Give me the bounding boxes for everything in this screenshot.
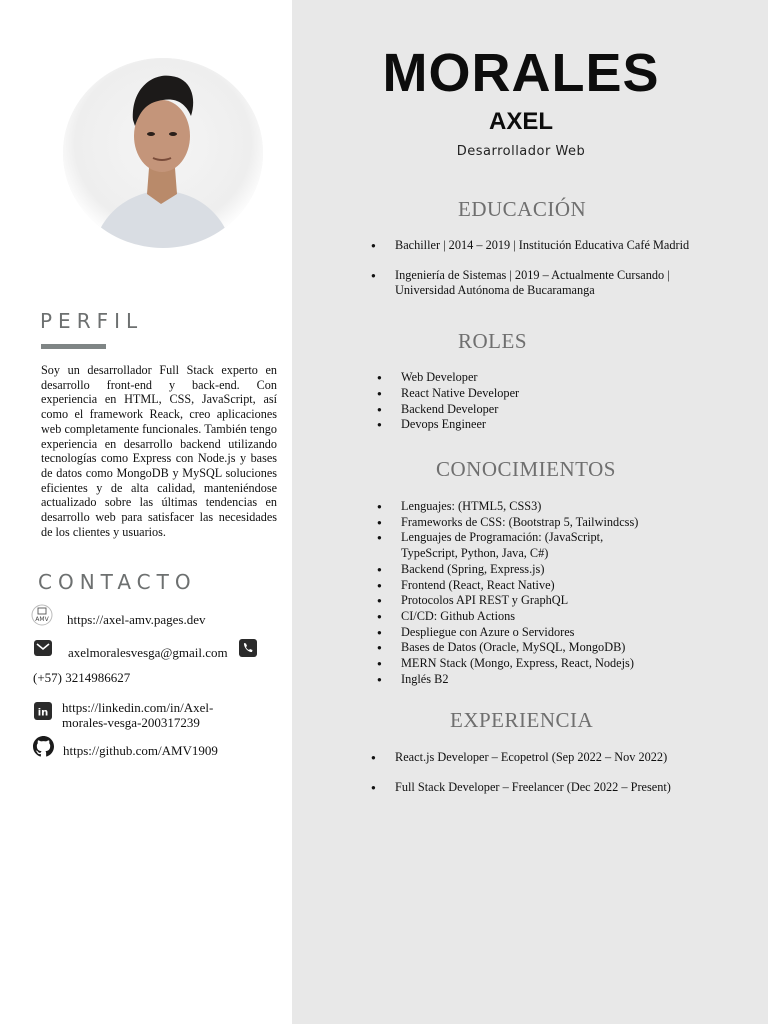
contact-phone[interactable]: (+57) 3214986627 xyxy=(33,670,131,685)
contact-website-link[interactable]: https://axel-amv.pages.dev xyxy=(67,612,206,627)
skill-item: ● Inglés B2 xyxy=(377,672,642,688)
experience-item: ● Full Stack Developer – Freelancer (Dec 2022 – Present) xyxy=(371,780,671,796)
education-section-title: EDUCACIÓN xyxy=(458,197,587,221)
first-name: AXEL xyxy=(488,108,553,135)
website-logo-text: AMV xyxy=(35,616,49,623)
contact-email-link[interactable]: axelmoralesvesga@gmail.com xyxy=(68,645,228,660)
job-title: Desarrollador Web xyxy=(456,144,586,159)
website-logo-icon xyxy=(31,604,53,626)
last-name: MORALES xyxy=(382,43,660,103)
education-item: ● Bachiller | 2014 – 2019 | Institución Educativa Café Madrid xyxy=(371,238,701,254)
github-icon xyxy=(33,736,54,757)
linkedin-icon xyxy=(34,702,52,720)
roles-list xyxy=(377,370,677,433)
experience-section-title: EXPERIENCIA xyxy=(450,708,594,732)
skill-item: ● Bases de Datos (Oracle, MySQL, MongoDB) xyxy=(377,640,642,656)
linkedin-line-2: morales-vesga-200317239 xyxy=(62,715,200,730)
skill-item: ● Lenguajes de Programación: (JavaScript, TypeScript, Python, Java, C#) xyxy=(377,530,642,561)
skill-item: ● Protocolos API REST y GraphQL xyxy=(377,593,642,609)
role-item: ● Backend Developer xyxy=(377,402,677,418)
mail-icon xyxy=(34,640,52,656)
profile-photo xyxy=(63,58,263,248)
skill-item: ● Frameworks de CSS: (Bootstrap 5, Tailwindcss) xyxy=(377,515,642,531)
profile-text: Soy un desarrollador Full Stack experto en desarrollo front-end y back-end. Con experiencia en HTML, CSS, JavaScript, así como el framework Reack, creo aplicaciones web completamente funcionales. También tengo experiencia en desarrollo backend utilizando tecnologías como Express con Node.js y bases de datos como MongoDB y MySQL soluciones eficientes y de alta calidad, manteniéndose actualizado sobre las últimas tendencias en desarrollo web para satisfacer las necesidades de los clientes y usuarios. xyxy=(41,363,277,539)
contact-github-link[interactable]: https://github.com/AMV1909 xyxy=(63,743,218,758)
skills-list xyxy=(377,499,642,687)
skills-section-title: CONOCIMIENTOS xyxy=(436,457,616,481)
profile-title-underline xyxy=(41,344,106,349)
skill-item: ● CI/CD: Github Actions xyxy=(377,609,642,625)
skill-item: ● Despliegue con Azure o Servidores xyxy=(377,625,642,641)
education-item: ● Ingeniería de Sistemas | 2019 – Actualmente Cursando | Universidad Autónoma de Bucaramanga xyxy=(371,268,701,299)
role-item: ● React Native Developer xyxy=(377,386,677,402)
experience-list xyxy=(371,750,671,809)
contact-linkedin-link[interactable] xyxy=(62,700,213,730)
skill-item: ● Frontend (React, React Native) xyxy=(377,578,642,594)
role-item: ● Devops Engineer xyxy=(377,417,677,433)
svg-text:in: in xyxy=(37,707,49,719)
linkedin-line-1: https://linkedin.com/in/Axel- xyxy=(62,700,214,715)
profile-section-title: PERFIL xyxy=(40,309,144,333)
skill-item: ● Lenguajes: (HTML5, CSS3) xyxy=(377,499,642,515)
education-list xyxy=(371,238,701,313)
role-item: ● Web Developer xyxy=(377,370,677,386)
roles-section-title: ROLES xyxy=(458,329,528,353)
phone-icon xyxy=(239,639,257,657)
contact-section-title: CONTACTO xyxy=(38,570,197,594)
skill-item: ● Backend (Spring, Express.js) xyxy=(377,562,642,578)
skill-item: ● MERN Stack (Mongo, Express, React, Nodejs) xyxy=(377,656,642,672)
experience-item: ● React.js Developer – Ecopetrol (Sep 2022 – Nov 2022) xyxy=(371,750,671,766)
